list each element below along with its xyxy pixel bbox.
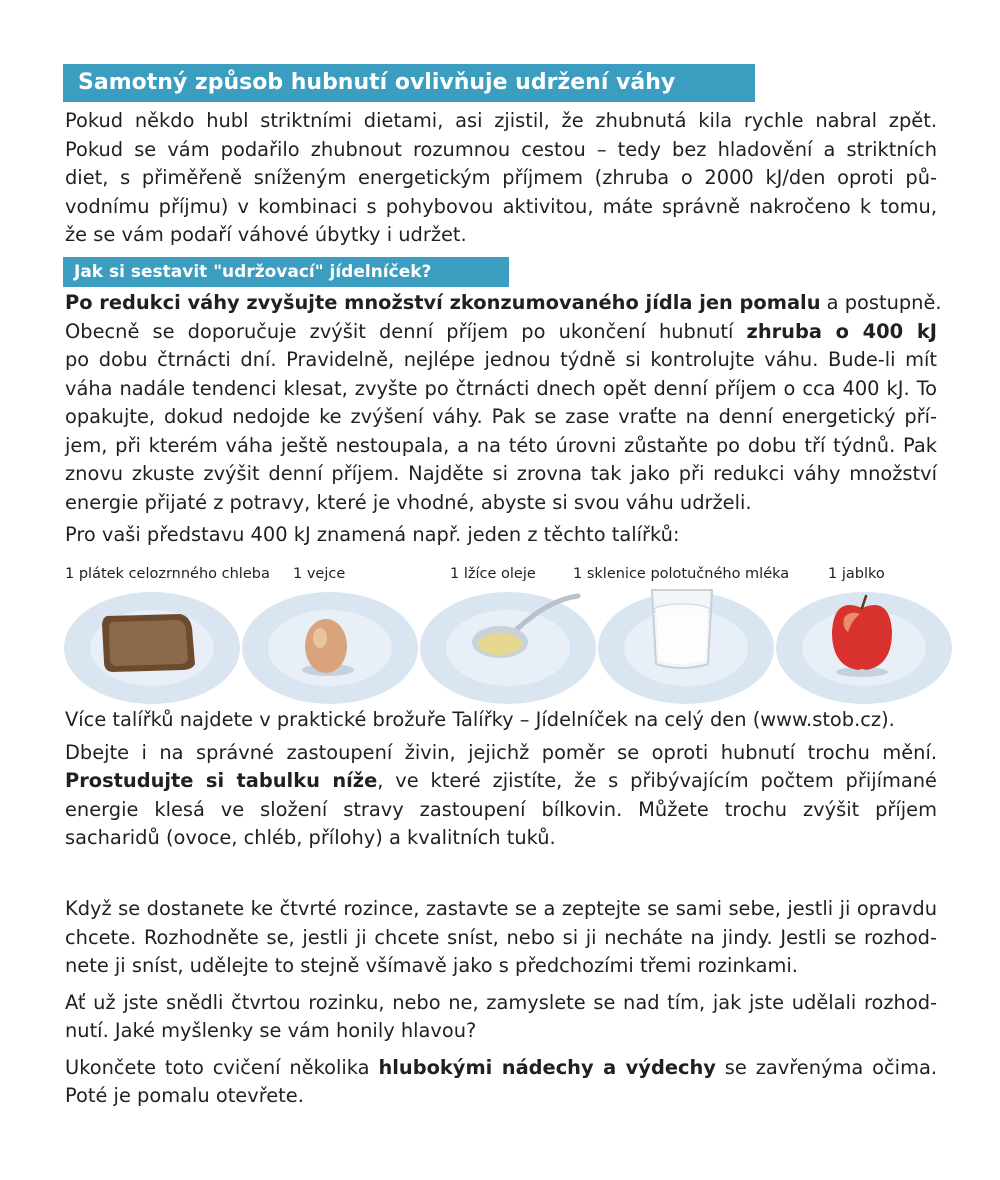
plates-intro: Pro vaši představu 400 kJ znamená např. jeden z těchto talířků: [65,523,680,546]
plates-strip [62,588,962,708]
text-fragment: se zavřenýma očima. [715,1055,938,1079]
text-line: energie přijaté z potravy, které je vhodné, abyste si svou váhu udrželi. [65,490,752,514]
plate-label-milk: 1 sklenice polotučného mléka [573,566,790,582]
plate-label-bread: 1 plátek celozrnného chleba [65,566,270,582]
text-line [65,318,937,347]
raisin-exercise-paragraph [65,895,937,1111]
plate-oil [418,588,598,708]
text-line: Poté je pomalu otevřete. [65,1084,304,1107]
text-line: diet, s přiměřeně sníženým energetickým příjmem (zhruba o 2000 kJ/den oproti pů- [65,166,937,189]
plate-label-apple: 1 jablko [828,566,885,582]
section-heading-maintenance-menu: Jak si sestavit "udržovací" jídelníček? [63,257,509,287]
text-line [65,289,942,318]
section-heading-weight-maintenance: Samotný způsob hubnutí ovlivňuje udržení váhy [63,64,755,102]
text-line: znovu zkuste zvýšit denní příjem. Najděte si zrovna tak jako při redukci váhy množství [65,462,937,485]
text-line: Pokud někdo hubl striktními dietami, asi zjistil, že zhubnutá kila rychle nabral zpět. [65,109,937,132]
plate-milk [596,588,776,708]
text-fragment: a postupně. [820,291,942,314]
bold-text: hlubokými nádechy a výdechy [378,1055,716,1079]
text-line: vodnímu příjmu) v kombinaci s pohybovou aktivitou, máte správně nakročeno k tomu, [65,194,937,218]
text-line: že se vám podaří váhové úbytky i udržet. [65,223,467,246]
text-line: jem, při kterém váha ještě nestoupala, a na této úrovni zůstaňte po dobu tří týdnů. Pak [65,433,937,457]
text-line: chcete. Rozhodněte se, jestli ji chcete sníst, nebo si ji necháte na jindy. Jestli se rozhod- [65,925,937,949]
maintenance-paragraph [65,289,942,550]
text-line: nutí. Jaké myšlenky se vám honily hlavou? [65,1019,477,1042]
plate-label-egg: 1 vejce [293,566,346,582]
plate-bread [62,588,242,708]
text-line: Ať už jste snědli čtvrtou rozinku, nebo ne, zamyslete se nad tím, jak jste udělali rozhod- [65,990,937,1014]
intro-paragraph [65,107,937,250]
text-line: po dobu čtrnácti dní. Pravidelně, nejlépe jednou týdně si kontrolujte váhu. Bude-li mít [65,348,937,371]
bold-text: zhruba o 400 kJ [746,319,937,343]
milk-glass-icon [652,590,712,668]
plate-label-oil: 1 lžíce oleje [450,566,536,582]
bread-slice-icon [102,614,195,672]
text-line: Dbejte i na správné zastoupení živin, jejichž poměr se oproti hubnutí trochu mění. [65,740,937,764]
text-line: sacharidů (ovoce, chléb, přílohy) a kvalitních tuků. [65,826,556,849]
plate-apple [774,588,954,708]
bold-text: Po redukci váhy zvyšujte množství zkonzumovaného jídla jen pomalu [65,291,821,314]
text-line: Když se dostanete ke čtvrté rozince, zastavte se a zeptejte se sami sebe, jestli ji opravdu [65,897,937,920]
text-line [65,767,937,796]
nutrition-paragraph [65,706,937,853]
text-line: energie klesá ve složení stravy zastoupení bílkovin. Můžete trochu zvýšit příjem [65,797,937,821]
text-line: Pokud se vám podařilo zhubnout rozumnou cestou – tedy bez hladovění a striktních [65,137,937,161]
text-line: váha nadále tendenci klesat, zvyšte po čtrnácti dnech opět denní příjem o cca 400 kJ. To [65,376,937,400]
brochure-note: Více talířků najdete v praktické brožuře Talířky – Jídelníček na celý den (www.stob.cz). [65,708,895,731]
text-fragment: Obecně se doporučuje zvýšit denní příjem po ukončení hubnutí [65,319,747,343]
text-fragment: , ve které zjistíte, že s přibývajícím počtem přijímané [377,769,937,792]
text-fragment: Ukončete toto cvičení několika [65,1055,379,1079]
text-line: opakujte, dokud nedojde ke zvýšení váhy. Pak se zase vraťte na denní energetický pří- [65,405,937,428]
plate-egg [240,588,420,708]
text-line: nete ji sníst, udělejte to stejně všímavě jako s předchozími třemi rozinkami. [65,954,798,977]
text-line [65,1054,937,1083]
bold-text: Prostudujte si tabulku níže [65,769,378,792]
